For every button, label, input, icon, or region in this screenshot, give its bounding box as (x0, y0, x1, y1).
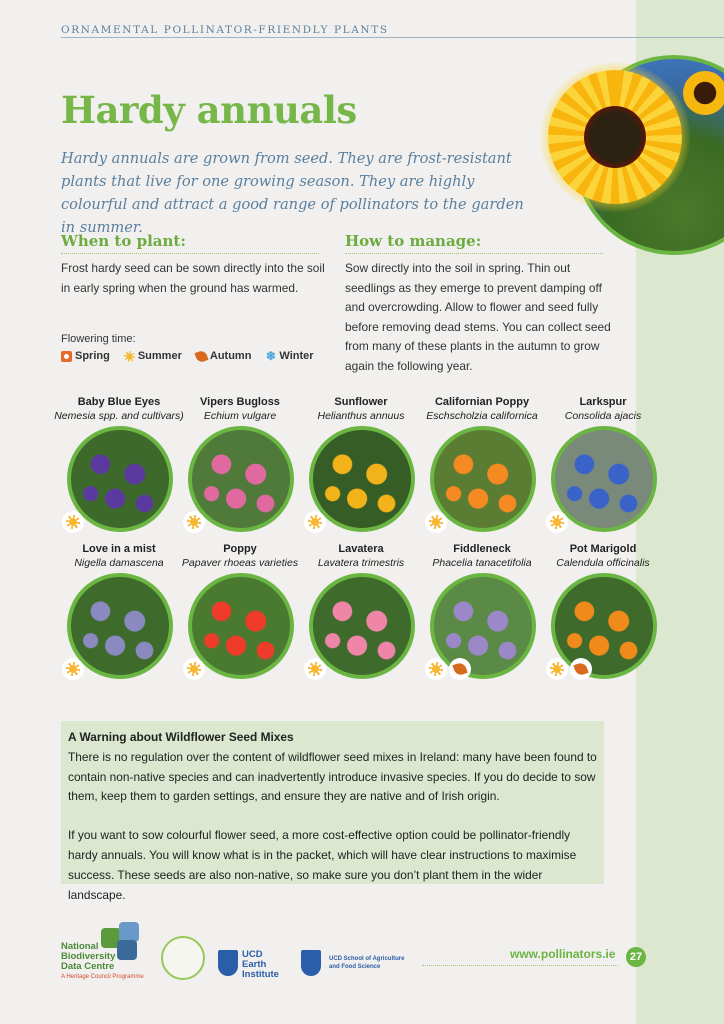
legend-spring (61, 350, 110, 362)
plant-photo (188, 573, 294, 679)
sunflower-illustration (540, 62, 690, 212)
nbdc-text: National Biodiversity Data Centre A Heritage Council Programme (61, 941, 144, 980)
legend-label: Spring (75, 350, 110, 362)
intro-text: Hardy annuals are grown from seed. They are frost-resistant plants that live for one growing season. They are highly colourful and attract a good range of pollinators to the garden in summer. (61, 150, 524, 236)
plant-photo (188, 426, 294, 532)
summer-badge (425, 511, 447, 533)
plant-common-name: Lavatera (338, 543, 384, 555)
page-title: Hardy annuals (61, 88, 357, 132)
legend-autumn (196, 350, 252, 362)
plant-photo (551, 426, 657, 532)
ucd-agriculture-logo: UCD School of Agriculture and Food Science (329, 956, 405, 970)
when-to-plant-heading: When to plant: (61, 232, 186, 250)
plant-photo (67, 426, 173, 532)
ucd-shield-icon (218, 950, 238, 976)
summer-badge (62, 511, 84, 533)
plant-latin-name: Phacelia tanacetifolia (432, 557, 532, 569)
how-to-manage-text: Sow directly into the soil in spring. Thin out seedlings as they emerge to prevent damping off and overcrowding. Allow to flower and seed fully before removing dead stems. You can collect seed from many of these plants in the autumn to grow again the following year. (345, 261, 611, 373)
summer-icon (308, 515, 322, 529)
summer-badge (546, 511, 568, 533)
plant-latin-name: Calendula officinalis (556, 557, 650, 569)
plant-latin-name: Nemesia spp. and cultivars) (54, 410, 184, 422)
plant-common-name: Baby Blue Eyes (77, 396, 161, 408)
warning-title: A Warning about Wildflower Seed Mixes (68, 730, 294, 744)
plant-common-name: Pot Marigold (569, 543, 637, 555)
summer-icon (429, 515, 443, 529)
plant-common-name: Larkspur (579, 396, 627, 408)
flowering-time-label: Flowering time: (61, 333, 136, 345)
website-link[interactable]: www.pollinators.ie (510, 947, 616, 961)
all-ireland-pollinator-plan-logo (161, 936, 205, 980)
background-sunflower (683, 71, 724, 115)
autumn-icon (194, 349, 208, 363)
legend-winter (265, 350, 313, 362)
when-to-plant-text: Frost hardy seed can be sown directly into the soil in early spring when the ground has warmed. (61, 261, 325, 295)
summer-icon (550, 515, 564, 529)
plant-common-name: Fiddleneck (453, 543, 511, 555)
summer-icon (550, 662, 564, 676)
plant-card (417, 533, 547, 678)
plant-latin-name: Lavatera trimestris (317, 557, 405, 569)
nbdc-hex-blue (119, 922, 139, 942)
summer-badge (425, 658, 447, 680)
ucd-shield-icon (301, 950, 321, 976)
autumn-badge (449, 658, 471, 680)
summer-badge (304, 511, 326, 533)
plant-card (175, 533, 305, 678)
plant-card (54, 533, 184, 678)
autumn-icon (573, 661, 588, 676)
summer-icon (187, 515, 201, 529)
plant-latin-name: Helianthus annuus (317, 410, 405, 422)
legend-summer (124, 350, 182, 362)
plant-card (54, 386, 184, 531)
plant-latin-name: Papaver rhoeas varieties (181, 557, 299, 569)
summer-badge (304, 658, 326, 680)
plant-photo (430, 426, 536, 532)
plant-common-name: Love in a mist (82, 543, 156, 555)
summer-badge (62, 658, 84, 680)
winter-icon: ❄ (265, 348, 276, 363)
warning-paragraph-2: If you want to sow colourful flower seed, a more cost-effective option could be pollinator-friendly hardy annuals. You will know what is in the packet, which will have clear instructions to maximise success. These seeds are also non-native, so make sure you don’t plant them in the wider landscape. (68, 828, 577, 902)
header-rule (61, 37, 724, 38)
running-head: ORNAMENTAL POLLINATOR-FRIENDLY PLANTS (61, 24, 389, 36)
plant-common-name: Vipers Bugloss (200, 396, 280, 408)
plant-common-name: Californian Poppy (434, 396, 530, 408)
plant-latin-name: Eschscholzia californica (426, 410, 538, 422)
season-legend (61, 350, 314, 362)
plant-latin-name: Nigella damascena (74, 557, 164, 569)
summer-icon (429, 662, 443, 676)
summer-badge (546, 658, 568, 680)
ucd-earth-institute-logo: UCD Earth Institute (242, 949, 279, 980)
plant-common-name: Poppy (223, 543, 257, 555)
page-number: 27 (626, 947, 646, 967)
plant-card (175, 386, 305, 531)
legend-label: Summer (137, 350, 182, 362)
summer-icon (66, 515, 80, 529)
spring-icon (61, 351, 72, 362)
legend-label: Autumn (209, 350, 252, 362)
plant-latin-name: Echium vulgare (203, 410, 277, 422)
plant-photo (430, 573, 536, 679)
warning-paragraph-1: There is no regulation over the content of wildflower seed mixes in Ireland: many have been found to contain non-native species and can inadvertently introduce invasive species. If you do decide to sow them, keep them to garden settings, and ensure they are native and of Irish origin. (68, 749, 597, 804)
how-to-manage-heading: How to manage: (345, 232, 482, 250)
legend-label: Winter (279, 350, 314, 362)
summer-badge (183, 658, 205, 680)
autumn-badge (570, 658, 592, 680)
plant-photo (67, 573, 173, 679)
plant-photo (551, 573, 657, 679)
plant-common-name: Sunflower (334, 396, 388, 408)
plant-card (296, 533, 426, 678)
plant-photo (309, 426, 415, 532)
plant-photo (309, 573, 415, 679)
summer-icon (187, 662, 201, 676)
summer-badge (183, 511, 205, 533)
plant-card (296, 386, 426, 531)
autumn-icon (452, 661, 467, 676)
summer-icon (66, 662, 80, 676)
plant-latin-name: Consolida ajacis (564, 410, 642, 422)
divider (345, 253, 603, 254)
warning-box (61, 721, 604, 902)
summer-icon (124, 351, 135, 362)
plant-card (538, 533, 668, 678)
plant-card (538, 386, 668, 531)
footer-divider (422, 965, 618, 966)
plant-card (417, 386, 547, 531)
summer-icon (308, 662, 322, 676)
divider (61, 253, 319, 254)
partner-logos (61, 922, 421, 982)
